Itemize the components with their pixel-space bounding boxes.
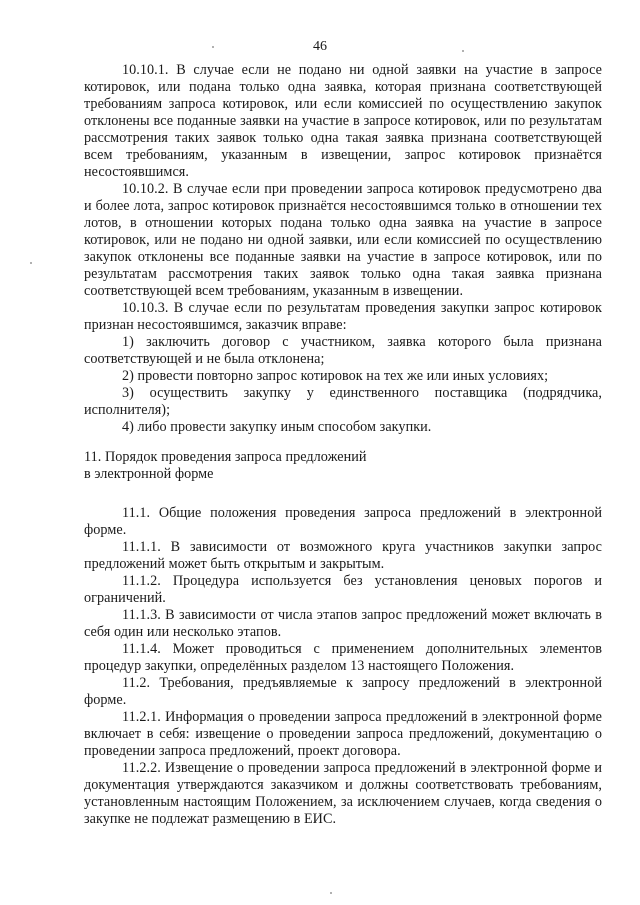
- paragraph-11-1-3: 11.1.3. В зависимости от числа этапов запрос предложений может включать в себя один или несколько этапов.: [84, 607, 602, 640]
- scan-speck: [462, 50, 464, 52]
- paragraph-10-10-2: 10.10.2. В случае если при проведении запроса котировок предусмотрено два и более лота, запрос котировок признаётся несостоявшимся только в отношении тех лотов, в отношении которых подана только одна заявка на участие в запросе котировок, или не подано ни одной заявки, или если комиссией по осуществлению закупок отклонены все поданные заявки на участие в запросе котировок, или по результатам рассмотрения таких заявок только одна такая заявка признана соответствующей всем требованиям, указанным в извещении.: [84, 181, 602, 299]
- spacer: [84, 483, 602, 505]
- section-heading-line-1: 11. Порядок проведения запроса предложений: [84, 449, 367, 465]
- paragraph-10-10-1: 10.10.1. В случае если не подано ни одной заявки на участие в запросе котировок, или подана только одна заявка, которая признана соответствующей требованиям запроса котировок, или если комиссией по осуществлению закупок отклонены все поданные заявки на участие в запросе котировок, или по результатам рассмотрения таких заявок только одна такая заявка признана соответствующей всем требованиям, указанным в извещении, запрос котировок признаётся несостоявшимся.: [84, 62, 602, 180]
- scan-speck: [212, 46, 214, 48]
- list-item-1: 1) заключить договор с участником, заявка которого была признана соответствующей и не была отклонена;: [84, 334, 602, 367]
- paragraph-11-1-4: 11.1.4. Может проводиться с применением дополнительных элементов процедур закупки, определённых разделом 13 настоящего Положения.: [84, 641, 602, 674]
- paragraph-11-1-2: 11.1.2. Процедура используется без установления ценовых порогов и ограничений.: [84, 573, 602, 606]
- paragraph-11-2: 11.2. Требования, предъявляемые к запросу предложений в электронной форме.: [84, 675, 602, 708]
- spacer: [84, 436, 602, 449]
- paragraph-11-2-2: 11.2.2. Извещение о проведении запроса предложений в электронной форме и документация утверждаются заказчиком и должны соответствовать требованиям, установленным настоящим Положением, за исключением случаев, когда сведения о закупке не подлежат размещению в ЕИС.: [84, 760, 602, 827]
- paragraph-10-10-3: 10.10.3. В случае если по результатам проведения закупки запрос котировок признан несостоявшимся, заказчик вправе:: [84, 300, 602, 333]
- paragraph-11-1: 11.1. Общие положения проведения запроса предложений в электронной форме.: [84, 505, 602, 538]
- list-item-2: 2) провести повторно запрос котировок на тех же или иных условиях;: [122, 368, 549, 384]
- paragraph-11-2-1: 11.2.1. Информация о проведении запроса предложений в электронной форме включает в себя: извещение о проведении запроса предложений, документацию о проведении запроса предложений, проект договора.: [84, 709, 602, 759]
- scan-speck: [30, 262, 32, 264]
- section-heading-line-2: в электронной форме: [84, 466, 214, 482]
- page-number: 46: [313, 39, 327, 54]
- list-item-3: 3) осуществить закупку у единственного поставщика (подрядчика, исполнителя);: [84, 385, 602, 418]
- scan-speck: [330, 892, 332, 894]
- list-item-4: 4) либо провести закупку иным способом закупки.: [122, 419, 432, 435]
- document-body: [84, 62, 602, 828]
- paragraph-11-1-1: 11.1.1. В зависимости от возможного круга участников закупки запрос предложений может быть открытым и закрытым.: [84, 539, 602, 572]
